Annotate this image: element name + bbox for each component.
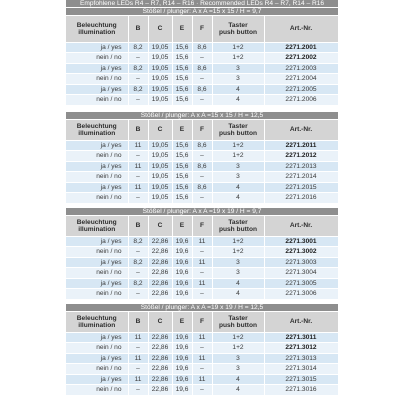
- cell-illumination: ja / yes: [66, 140, 128, 151]
- section-block: [66, 16, 338, 105]
- cell-push-button: 3: [212, 353, 264, 364]
- cell-e: 15,6: [172, 95, 192, 105]
- cell-e: 15,6: [172, 42, 192, 53]
- table-row: [66, 63, 338, 74]
- cell-art-nr: 2271.2011: [264, 140, 338, 151]
- cell-art-nr: 2271.3012: [264, 343, 338, 354]
- cell-illumination: ja / yes: [66, 278, 128, 289]
- cell-illumination: nein / no: [66, 172, 128, 183]
- col-c-header: C: [148, 120, 172, 140]
- cell-c: 19,05: [148, 53, 172, 64]
- cell-e: 15,6: [172, 63, 192, 74]
- cell-c: 19,05: [148, 74, 172, 85]
- table-row: [66, 236, 338, 247]
- cell-illumination: ja / yes: [66, 161, 128, 172]
- table-row: [66, 172, 338, 183]
- cell-art-nr: 2271.3006: [264, 289, 338, 299]
- cell-c: 19,05: [148, 182, 172, 193]
- cell-e: 19,6: [172, 374, 192, 385]
- col-c-header: C: [148, 312, 172, 332]
- cell-b: –: [128, 53, 148, 64]
- cell-c: 22,86: [148, 353, 172, 364]
- cell-f: –: [192, 364, 212, 375]
- table-row: [66, 42, 338, 53]
- cell-f: 11: [192, 353, 212, 364]
- col-b-header: B: [128, 120, 148, 140]
- table-row: [66, 289, 338, 299]
- cell-illumination: nein / no: [66, 74, 128, 85]
- cell-c: 19,05: [148, 42, 172, 53]
- col-b-header: B: [128, 16, 148, 42]
- cell-art-nr: 2271.3011: [264, 332, 338, 343]
- cell-push-button: 1+2: [212, 42, 264, 53]
- cell-e: 19,6: [172, 353, 192, 364]
- cell-f: 11: [192, 374, 212, 385]
- cell-push-button: 4: [212, 84, 264, 95]
- cell-c: 22,86: [148, 278, 172, 289]
- section-title: Stößel / plunger: A x A =19 x 19 / H = 12,5: [66, 304, 338, 311]
- col-illumination-header: Beleuchtung illumination: [66, 216, 128, 236]
- cell-b: –: [128, 74, 148, 85]
- cell-art-nr: 2271.2015: [264, 182, 338, 193]
- table-row: [66, 161, 338, 172]
- cell-f: 11: [192, 278, 212, 289]
- cell-art-nr: 2271.2003: [264, 63, 338, 74]
- cell-f: –: [192, 289, 212, 299]
- product-table: [66, 312, 339, 395]
- cell-c: 22,86: [148, 374, 172, 385]
- cell-b: 8,2: [128, 257, 148, 268]
- cell-c: 22,86: [148, 247, 172, 258]
- column-header-row: [66, 216, 338, 236]
- table-row: [66, 332, 338, 343]
- col-f-header: F: [192, 312, 212, 332]
- column-header-row: [66, 312, 338, 332]
- cell-illumination: nein / no: [66, 268, 128, 279]
- col-pushbutton-header: Taster push button: [212, 312, 264, 332]
- cell-f: 8,6: [192, 63, 212, 74]
- section-title: Stößel / plunger: A x A =15 x 15 / H = 9,7: [66, 8, 338, 15]
- section-block: [66, 312, 338, 395]
- cell-illumination: nein / no: [66, 53, 128, 64]
- cell-push-button: 4: [212, 193, 264, 203]
- col-illumination-header: Beleuchtung illumination: [66, 312, 128, 332]
- cell-f: 11: [192, 332, 212, 343]
- column-header-row: [66, 16, 338, 42]
- cell-c: 22,86: [148, 289, 172, 299]
- section-title: Stößel / plunger: A x A =15 x 15 / H = 12,5: [66, 112, 338, 119]
- table-row: [66, 385, 338, 395]
- cell-art-nr: 2271.3004: [264, 268, 338, 279]
- cell-c: 19,05: [148, 140, 172, 151]
- cell-push-button: 4: [212, 182, 264, 193]
- cell-push-button: 1+2: [212, 140, 264, 151]
- cell-e: 15,6: [172, 161, 192, 172]
- col-c-header: C: [148, 16, 172, 42]
- table-row: [66, 95, 338, 105]
- cell-e: 19,6: [172, 268, 192, 279]
- cell-e: 19,6: [172, 343, 192, 354]
- cell-illumination: nein / no: [66, 364, 128, 375]
- cell-b: 8,2: [128, 236, 148, 247]
- cell-b: –: [128, 343, 148, 354]
- cell-b: 8,2: [128, 278, 148, 289]
- cell-f: –: [192, 268, 212, 279]
- cell-c: 22,86: [148, 385, 172, 395]
- table-row: [66, 343, 338, 354]
- cell-illumination: nein / no: [66, 151, 128, 162]
- cell-c: 22,86: [148, 257, 172, 268]
- cell-b: –: [128, 172, 148, 183]
- col-c-header: C: [148, 216, 172, 236]
- cell-b: 8,2: [128, 42, 148, 53]
- cell-illumination: nein / no: [66, 385, 128, 395]
- table-row: [66, 182, 338, 193]
- col-artnr-header: Art.-Nr.: [264, 16, 338, 42]
- cell-push-button: 1+2: [212, 236, 264, 247]
- table-row: [66, 140, 338, 151]
- cell-b: 8,2: [128, 63, 148, 74]
- cell-b: 11: [128, 161, 148, 172]
- table-row: [66, 247, 338, 258]
- cell-b: 11: [128, 182, 148, 193]
- cell-c: 19,05: [148, 161, 172, 172]
- section-block: [66, 216, 338, 299]
- cell-push-button: 4: [212, 278, 264, 289]
- col-e-header: E: [172, 312, 192, 332]
- cell-e: 19,6: [172, 278, 192, 289]
- col-f-header: F: [192, 120, 212, 140]
- cell-art-nr: 2271.3003: [264, 257, 338, 268]
- cell-push-button: 4: [212, 95, 264, 105]
- cell-c: 22,86: [148, 268, 172, 279]
- cell-e: 15,6: [172, 182, 192, 193]
- cell-e: 15,6: [172, 74, 192, 85]
- cell-illumination: ja / yes: [66, 332, 128, 343]
- cell-push-button: 1+2: [212, 151, 264, 162]
- col-b-header: B: [128, 216, 148, 236]
- cell-illumination: ja / yes: [66, 257, 128, 268]
- cell-e: 15,6: [172, 84, 192, 95]
- col-b-header: B: [128, 312, 148, 332]
- cell-e: 15,6: [172, 53, 192, 64]
- cell-e: 19,6: [172, 247, 192, 258]
- cell-e: 19,6: [172, 364, 192, 375]
- cell-c: 22,86: [148, 364, 172, 375]
- col-e-header: E: [172, 216, 192, 236]
- cell-f: 11: [192, 236, 212, 247]
- cell-b: –: [128, 95, 148, 105]
- cell-illumination: nein / no: [66, 343, 128, 354]
- col-e-header: E: [172, 16, 192, 42]
- cell-art-nr: 2271.2013: [264, 161, 338, 172]
- table-row: [66, 84, 338, 95]
- col-illumination-header: Beleuchtung illumination: [66, 16, 128, 42]
- cell-illumination: nein / no: [66, 95, 128, 105]
- cell-e: 19,6: [172, 236, 192, 247]
- cell-f: 8,6: [192, 140, 212, 151]
- col-pushbutton-header: Taster push button: [212, 120, 264, 140]
- cell-f: –: [192, 53, 212, 64]
- cell-art-nr: 2271.2006: [264, 95, 338, 105]
- cell-art-nr: 2271.3001: [264, 236, 338, 247]
- table-row: [66, 278, 338, 289]
- cell-art-nr: 2271.3013: [264, 353, 338, 364]
- cell-b: –: [128, 247, 148, 258]
- cell-f: –: [192, 95, 212, 105]
- cell-b: 11: [128, 374, 148, 385]
- cell-illumination: ja / yes: [66, 236, 128, 247]
- col-f-header: F: [192, 16, 212, 42]
- cell-push-button: 3: [212, 268, 264, 279]
- table-row: [66, 53, 338, 64]
- cell-b: 11: [128, 140, 148, 151]
- cell-b: –: [128, 193, 148, 203]
- cell-c: 19,05: [148, 63, 172, 74]
- cell-e: 15,6: [172, 140, 192, 151]
- cell-illumination: nein / no: [66, 289, 128, 299]
- cell-c: 22,86: [148, 343, 172, 354]
- cell-push-button: 4: [212, 385, 264, 395]
- table-row: [66, 353, 338, 364]
- cell-f: 8,6: [192, 161, 212, 172]
- cell-b: –: [128, 289, 148, 299]
- cell-b: 8,2: [128, 84, 148, 95]
- table-row: [66, 374, 338, 385]
- cell-f: –: [192, 193, 212, 203]
- cell-c: 19,05: [148, 95, 172, 105]
- cell-f: –: [192, 385, 212, 395]
- cell-e: 15,6: [172, 151, 192, 162]
- product-table: [66, 120, 339, 203]
- table-row: [66, 74, 338, 85]
- cell-push-button: 1+2: [212, 53, 264, 64]
- table-row: [66, 193, 338, 203]
- cell-illumination: nein / no: [66, 247, 128, 258]
- table-row: [66, 257, 338, 268]
- cell-art-nr: 2271.3014: [264, 364, 338, 375]
- cell-illumination: ja / yes: [66, 63, 128, 74]
- cell-e: 15,6: [172, 172, 192, 183]
- cell-illumination: ja / yes: [66, 42, 128, 53]
- cell-f: –: [192, 343, 212, 354]
- cell-art-nr: 2271.2014: [264, 172, 338, 183]
- cell-art-nr: 2271.3005: [264, 278, 338, 289]
- cell-e: 19,6: [172, 385, 192, 395]
- cell-f: –: [192, 247, 212, 258]
- cell-c: 19,05: [148, 84, 172, 95]
- cell-push-button: 1+2: [212, 247, 264, 258]
- cell-art-nr: 2271.2002: [264, 53, 338, 64]
- col-artnr-header: Art.-Nr.: [264, 120, 338, 140]
- cell-illumination: ja / yes: [66, 374, 128, 385]
- cell-c: 19,05: [148, 193, 172, 203]
- section-title: Stößel / plunger: A x A =19 x 19 / H = 9,7: [66, 208, 338, 215]
- cell-push-button: 3: [212, 257, 264, 268]
- cell-f: –: [192, 74, 212, 85]
- cell-art-nr: 2271.3015: [264, 374, 338, 385]
- cell-b: 11: [128, 353, 148, 364]
- cell-art-nr: 2271.3002: [264, 247, 338, 258]
- cell-push-button: 3: [212, 172, 264, 183]
- column-header-row: [66, 120, 338, 140]
- cell-art-nr: 2271.2016: [264, 193, 338, 203]
- col-pushbutton-header: Taster push button: [212, 16, 264, 42]
- cell-b: –: [128, 151, 148, 162]
- cell-push-button: 4: [212, 289, 264, 299]
- col-artnr-header: Art.-Nr.: [264, 216, 338, 236]
- cell-illumination: ja / yes: [66, 353, 128, 364]
- cell-push-button: 4: [212, 374, 264, 385]
- cell-art-nr: 2271.3016: [264, 385, 338, 395]
- cell-art-nr: 2271.2004: [264, 74, 338, 85]
- cell-illumination: ja / yes: [66, 182, 128, 193]
- col-illumination-header: Beleuchtung illumination: [66, 120, 128, 140]
- cell-art-nr: 2271.2001: [264, 42, 338, 53]
- cell-f: 11: [192, 257, 212, 268]
- section-block: [66, 120, 338, 203]
- product-table: [66, 16, 339, 105]
- cell-b: –: [128, 268, 148, 279]
- product-table: [66, 216, 339, 299]
- cell-push-button: 3: [212, 63, 264, 74]
- cell-f: –: [192, 151, 212, 162]
- cell-push-button: 3: [212, 364, 264, 375]
- cell-e: 19,6: [172, 257, 192, 268]
- cell-b: –: [128, 385, 148, 395]
- cell-f: 8,6: [192, 84, 212, 95]
- cell-push-button: 3: [212, 74, 264, 85]
- table-header-banner: Empfohlene LEDs R4 – R7, R14 – R16 · Recommended LEDs R4 – R7, R14 – R16: [66, 0, 338, 7]
- cell-e: 15,6: [172, 193, 192, 203]
- cell-c: 19,05: [148, 151, 172, 162]
- cell-art-nr: 2271.2012: [264, 151, 338, 162]
- cell-push-button: 1+2: [212, 332, 264, 343]
- cell-push-button: 1+2: [212, 343, 264, 354]
- cell-f: 8,6: [192, 182, 212, 193]
- cell-illumination: nein / no: [66, 193, 128, 203]
- cell-b: –: [128, 364, 148, 375]
- table-row: [66, 268, 338, 279]
- cell-f: –: [192, 172, 212, 183]
- col-artnr-header: Art.-Nr.: [264, 312, 338, 332]
- cell-art-nr: 2271.2005: [264, 84, 338, 95]
- cell-f: 8,6: [192, 42, 212, 53]
- cell-illumination: ja / yes: [66, 84, 128, 95]
- cell-c: 22,86: [148, 332, 172, 343]
- cell-push-button: 3: [212, 161, 264, 172]
- cell-c: 22,86: [148, 236, 172, 247]
- cell-e: 19,6: [172, 332, 192, 343]
- cell-b: 11: [128, 332, 148, 343]
- col-e-header: E: [172, 120, 192, 140]
- table-row: [66, 151, 338, 162]
- col-pushbutton-header: Taster push button: [212, 216, 264, 236]
- table-row: [66, 364, 338, 375]
- cell-e: 19,6: [172, 289, 192, 299]
- cell-c: 19,05: [148, 172, 172, 183]
- col-f-header: F: [192, 216, 212, 236]
